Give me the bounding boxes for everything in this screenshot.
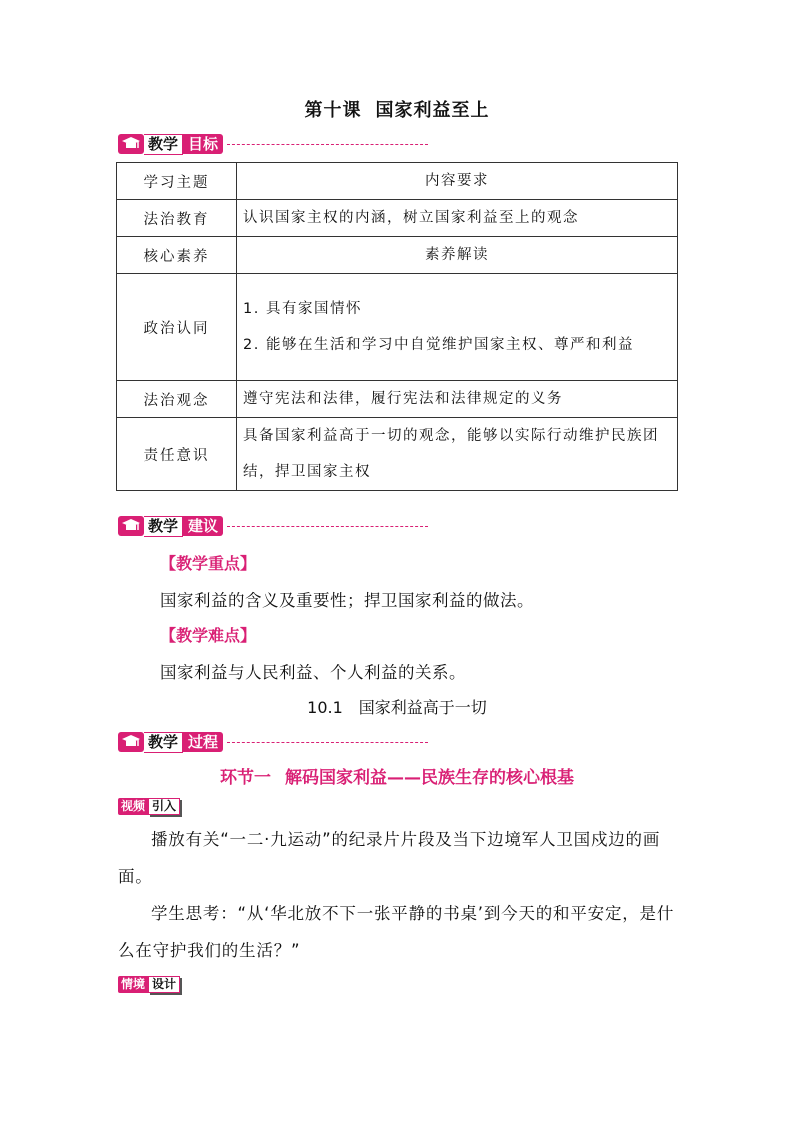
section-header-process (118, 731, 428, 753)
subsection-title: 10.1 国家利益高于一切 (307, 698, 487, 717)
table-row (117, 237, 678, 274)
tag-label-b: 设计 (148, 976, 180, 993)
section-header-advice (118, 515, 428, 537)
body-paragraph: 播放有关“一二·九运动”的纪录片片段及当下边境军人卫国戍边的画面。 (118, 830, 661, 886)
table-header-cell: 学习主题 (117, 163, 237, 200)
section-label-b: 目标 (183, 134, 223, 154)
lesson-number: 第十课 (304, 100, 362, 121)
section-label-a: 教学 (144, 516, 183, 537)
cell-line: 2. 能够在生活和学习中自觉维护国家主权、尊严和利益 (243, 337, 634, 353)
scene-design-tag (118, 976, 180, 993)
page-title (0, 96, 794, 122)
table-cell: 认识国家主权的内涵，树立国家利益至上的观念 (237, 200, 678, 237)
table-header-cell: 核心素养 (117, 237, 237, 274)
table-row (117, 381, 678, 418)
table-cell (237, 274, 678, 381)
table-row (117, 163, 678, 200)
section-label-a: 教学 (144, 134, 183, 155)
section-label-b: 过程 (183, 732, 223, 752)
section-header-goals (118, 133, 428, 155)
key-point-label: 【教学重点】 (160, 554, 257, 573)
video-intro-tag (118, 798, 180, 815)
table-cell: 遵守宪法和法律，履行宪法和法律规定的义务 (237, 381, 678, 418)
hat-icon (118, 732, 144, 752)
table-header-cell: 内容要求 (237, 163, 678, 200)
table-row (117, 200, 678, 237)
section-label-a: 教学 (144, 732, 183, 753)
hat-icon (118, 516, 144, 536)
body-paragraph: 学生思考：“从‘华北放不下一张平静的书桌’到今天的和平安定，是什么在守护我们的生活？” (118, 904, 675, 960)
lesson-name: 国家利益至上 (375, 100, 490, 121)
tag-label-a: 情境 (118, 976, 148, 993)
difficulty-text: 国家利益与人民利益、个人利益的关系。 (160, 663, 466, 682)
table-row (117, 274, 678, 381)
table-cell: 政治认同 (117, 274, 237, 381)
link-number: 环节一 (220, 768, 271, 788)
divider (227, 144, 428, 145)
hat-icon (118, 134, 144, 154)
divider (227, 742, 428, 743)
goals-table (116, 162, 678, 491)
section-label-b: 建议 (183, 516, 223, 536)
table-row (117, 418, 678, 491)
table-header-cell: 素养解读 (237, 237, 678, 274)
tag-label-a: 视频 (118, 798, 148, 815)
cell-line: 1. 具有家国情怀 (243, 301, 362, 317)
key-point-text: 国家利益的含义及重要性；捍卫国家利益的做法。 (160, 591, 534, 610)
table-cell: 法治观念 (117, 381, 237, 418)
table-cell: 法治教育 (117, 200, 237, 237)
divider (227, 526, 428, 527)
table-cell: 责任意识 (117, 418, 237, 491)
table-cell: 具备国家利益高于一切的观念，能够以实际行动维护民族团结，捍卫国家主权 (237, 418, 678, 491)
link-name: 解码国家利益——民族生存的核心根基 (285, 768, 574, 788)
link-title (0, 763, 794, 788)
difficulty-label: 【教学难点】 (160, 626, 257, 645)
tag-label-b: 引入 (148, 798, 180, 815)
